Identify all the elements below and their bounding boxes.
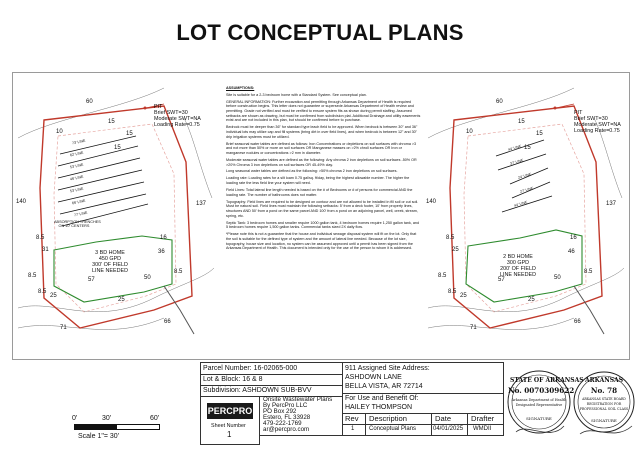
drafter-header: Drafter: [471, 414, 495, 423]
left-lot-plan: [14, 78, 214, 352]
scale-tick-30: 30': [102, 415, 112, 422]
right-home-line-1: 2 BD HOME: [503, 254, 533, 260]
scale-label: Scale 1"= 30': [78, 433, 119, 440]
left-line-label-2: 62' LINE: [69, 150, 84, 158]
lot-block: Lot & Block: 16 & 8: [203, 376, 263, 383]
left-home-line-1: 3 BD HOME: [95, 250, 125, 256]
company-line-5: 479-222-1769: [263, 420, 302, 427]
right-dim-n: 25: [460, 293, 467, 299]
left-line-label-5: 53' LINE: [69, 186, 84, 194]
right-dim-top: 60: [496, 99, 503, 105]
parcel-number: Parcel Number: 16-02065-000: [203, 365, 298, 372]
note-paragraph: Bedrock must be deeper than 36" for standard type leach field to be approved. When bedrock is between 30" and 36" individual lots may utilize cap and fill systems (bring dirt in over field lines), and when bedrock is between 12" and 30" drip irrigation systems must be utilized.: [226, 125, 418, 139]
right-dim-left: 140: [426, 199, 437, 205]
left-dim-h: 36: [158, 249, 165, 255]
company-line-6: ar@percpro.com: [263, 426, 310, 433]
left-dim-m: 8.5: [38, 289, 47, 295]
sheet-number: 1: [227, 430, 232, 439]
left-trench-label-2: ON 10' CENTERS: [58, 224, 90, 228]
sheet-number-block: [200, 422, 260, 445]
address-label: 911 Assigned Site Address:: [345, 365, 430, 372]
left-line-label-3: 53' LINE: [69, 162, 84, 170]
right-dim-right: 137: [606, 201, 617, 207]
description-header: Description: [369, 414, 407, 423]
left-line-label-1: 73' LINE: [71, 138, 86, 146]
left-pit-line-1: Brief SWT=30: [154, 110, 188, 116]
right-lot-plan: [424, 78, 624, 352]
logo-text: PERCPRO: [207, 406, 253, 416]
left-dim-a: 10: [56, 129, 63, 135]
note-paragraph: Brief seasonal water tables are defined as follows: Iron Concentrations or depletions on soil surfaces with chroma >3 and not more than 50% or more on soil surfaces OR Manganese masses on >2% chroll surfaces OR Iron or manganese nodules or concentrations >2 mm in diameter.: [226, 141, 417, 155]
company-line-1: Onsite Wastewater Plans: [263, 396, 333, 403]
seal-left-line-1: Arkansas Department of Health: [511, 398, 567, 402]
subdivision: Subdivision: ASHDOWN SUB-BVV: [203, 387, 312, 394]
rev-header: Rev: [345, 414, 359, 423]
right-line-label-4: 27' LINE: [519, 186, 534, 194]
date-header: Date: [435, 414, 452, 423]
right-pit-label: PIT: [574, 110, 583, 116]
rev-number: 1: [351, 426, 355, 432]
percpro-logo: [207, 403, 253, 419]
left-dim-l: 50: [144, 275, 151, 281]
seal-left-line-2: Designated Representative: [515, 403, 563, 407]
right-home-line-2: 300 GPD: [506, 260, 530, 266]
left-home-line-3: 300' OF FIELD: [92, 262, 128, 268]
left-dim-j: 8.5: [174, 269, 183, 275]
left-dim-i: 8.5: [28, 273, 37, 279]
right-dim-k: 57: [498, 277, 505, 283]
note-paragraph: Loading rate: Loading rates for a silt loam 0.75 gal/sq. ft/day, being the highest allowable number. The higher the loading rate the less field line your system will need.: [226, 176, 410, 186]
left-dim-b: 15: [108, 119, 115, 125]
right-dim-a: 10: [466, 129, 473, 135]
left-dim-top: 60: [86, 99, 93, 105]
right-dim-p: 66: [574, 319, 581, 325]
left-line-label-7: 77' LINE: [73, 210, 88, 218]
note-paragraph: Septic Tank: 3 bedroom homes and smaller require 1000 gallon tank, 4 bedroom homes require 1,250 gallon tank, and 5 bedroom homes require 1,500 gallon tanks. Commercial tanks sized 2X daily flow.: [226, 220, 420, 230]
notes-heading: ASSUMPTIONS:: [226, 86, 255, 90]
seal-right-line-1: ARKANSAS STATE BOARD: [582, 397, 626, 401]
left-dim-o: 25: [118, 297, 125, 303]
right-line-label-3: 24' LINE: [517, 172, 532, 180]
soil-classifier-seal: [572, 362, 636, 448]
left-line-label-4: 46' LINE: [69, 174, 84, 182]
sheet-number-label: Sheet Number: [211, 423, 246, 429]
left-dim-left: 140: [16, 199, 27, 205]
scale-bar-dark: [74, 424, 118, 430]
right-dim-h: 46: [568, 249, 575, 255]
right-dim-m: 8.5: [448, 289, 457, 295]
company-line-4: Estero, FL 33928: [263, 414, 311, 421]
left-dim-e: 8.5: [36, 235, 45, 241]
left-home-line-4: LINE NEEDED: [92, 268, 128, 274]
right-dim-o: 25: [528, 297, 535, 303]
right-pit-line-2: Moderate SWT=NA: [574, 122, 621, 128]
rev-date: 04/01/2025: [433, 426, 464, 432]
right-dim-f: 25: [452, 247, 459, 253]
company-line-2: By PercPro LLC: [263, 402, 308, 409]
note-paragraph: Site is suitable for a 2-3 bedroom home with a Standard System. See conceptual plan.: [226, 92, 367, 97]
seal-right-line-3: PROFESSIONAL SOIL CLASS: [579, 407, 629, 411]
health-department-seal: [506, 362, 584, 448]
company-line-3: PO Box 292: [263, 408, 297, 415]
left-dim-c: 15: [126, 131, 133, 137]
right-dim-d: 15: [524, 145, 531, 151]
right-dim-c: 15: [536, 131, 543, 137]
left-dim-bottom: 71: [60, 325, 67, 331]
seal-right-state: ARKANSAS: [584, 377, 624, 384]
seal-left-signature: SIGNATURE: [526, 416, 552, 421]
left-dim-d: 15: [114, 145, 121, 151]
right-dim-e: 8.5: [446, 235, 455, 241]
right-pit-line-3: Loading Rate=0.75: [574, 128, 620, 134]
note-paragraph: Long seasonal water tables are defined as the following: >50% chroma 2 iron depletions on soil surfaces.: [226, 169, 398, 174]
scale-tick-0: 0': [72, 415, 78, 422]
right-dim-l: 50: [554, 275, 561, 281]
left-pit-line-2: Moderate SWT=NA: [154, 116, 201, 122]
left-dim-p: 66: [164, 319, 171, 325]
left-dim-f: 31: [42, 247, 49, 253]
seal-left-state: STATE OF ARKANSAS: [510, 377, 584, 384]
right-dim-j: 8.5: [584, 269, 593, 275]
scale-bar-light: [116, 424, 160, 430]
assumption-notes: [226, 86, 422, 352]
right-dim-g: 16: [570, 235, 577, 241]
scale-bar: [72, 414, 168, 444]
right-home-line-3: 200' OF FIELD: [500, 266, 536, 272]
benefit-name: HAILEY THOMPSON: [345, 404, 413, 411]
right-line-label-5: 44' LINE: [513, 200, 528, 208]
left-line-label-6: 66' LINE: [71, 198, 86, 206]
address-line-2: BELLA VISTA, AR 72714: [345, 383, 423, 390]
seal-left-number: No. 0070309622: [508, 386, 575, 395]
left-pit-label: PIT: [154, 104, 163, 110]
page-title: LOT CONCEPTUAL PLANS: [176, 20, 464, 45]
right-line-label-1: 44' LINE: [507, 144, 522, 152]
note-paragraph: Moderate seasonal water tables are defined as the following: Any chroma 2 iron depletions on soil surfaces -50% OR >20% Chroma 3 iron depletions on soil surfaces OR 45-49% clay.: [226, 157, 417, 167]
left-dim-n: 25: [50, 293, 57, 299]
left-dim-k: 57: [88, 277, 95, 283]
address-block: [342, 362, 504, 436]
rev-description: Conceptual Plans: [369, 426, 417, 432]
note-paragraph: Topography: Field lines are required to be designed on contour and are not allowed to be installed in fill soil or cut soil. Must be natural soil. Field lines must maintain the following setbacks: 5' from a deck footer, 10' from property lines, structures AND 50' from a pond on the same parcel AND 100' from a pond on an adjoining parcel, well, creek, stream, spring, etc.: [226, 199, 419, 218]
right-line-label-2: 37' LINE: [509, 158, 524, 166]
seal-right-number: No. 78: [590, 386, 618, 395]
left-dim-g: 16: [160, 235, 167, 241]
left-home-line-2: 450 GPD: [98, 256, 122, 262]
benefit-label: For Use and Benefit Of:: [345, 395, 419, 402]
seal-right-line-2: REGISTRATION FOR: [586, 402, 622, 406]
rev-drafter: WMDII: [473, 426, 492, 432]
note-paragraph: Field Lines: Total lateral line length needed is based on the # of Bedrooms or # of persons for commercial AND the loading rate. The number of bathrooms does not matter.: [226, 187, 413, 197]
scale-tick-60: 60': [150, 415, 160, 422]
note-paragraph: *Please note this is not a guarantee that the house and individual sewage disposal system will fit on the lot. Only that the soil is suitable for the defined type of system and the amount of lateral line needed. Because of the lot size, topography, house size and location, no system can be assumed approved until a permit has been signed from the Arkansas Department of Health. This document is intended only for the use of the person to whom it is addressed.: [226, 232, 417, 251]
left-dim-right: 137: [196, 201, 207, 207]
note-paragraph: GENERAL INFORMATION: Further excavation and permitting through Arkansas Department of Health is required before construction begins. This letter does not guarantee or supersede Arkansas Department of Health review and permitting. Grade not verified and must be verified to ensure system fits as shown during permit staffing. Assumed setbacks are shown as drawing, but must be confirmed from subdivision plat. Additional Drainage and utility easements exist and are not included in this plan, but should be confirmed before to purchase.: [226, 99, 421, 123]
right-dim-b: 15: [518, 119, 525, 125]
right-home-line-4: LINE NEEDED: [500, 272, 536, 278]
seal-right-signature: SIGNATURE: [591, 418, 617, 423]
right-dim-bottom: 71: [470, 325, 477, 331]
right-pit-line-1: Brief SWT=30: [574, 116, 608, 122]
left-pit-line-3: Loading Rate=0.75: [154, 122, 200, 128]
address-line-1: ASHDOWN LANE: [345, 374, 402, 381]
right-dim-i: 8.5: [438, 273, 447, 279]
left-trench-label-1: ABSORPTION TRENCHES: [54, 220, 101, 224]
